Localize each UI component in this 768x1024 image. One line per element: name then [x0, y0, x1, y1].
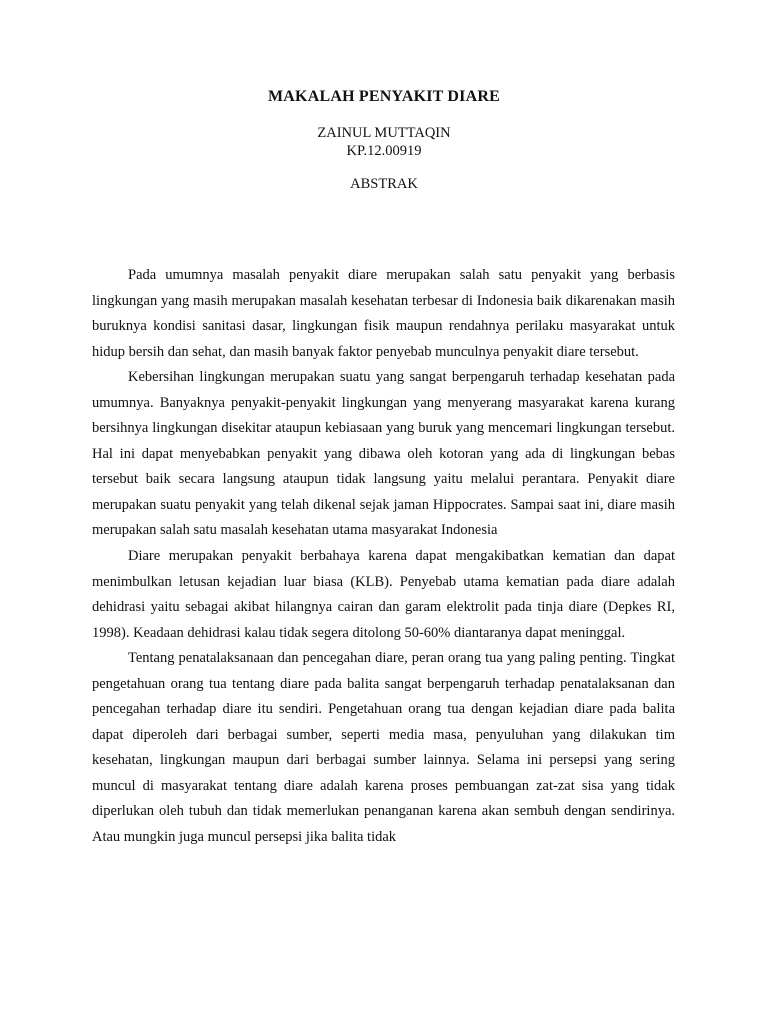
paragraph-4: Tentang penatalaksanaan dan pencegahan diare, peran orang tua yang paling penting. Tingkat pengetahuan orang tua tentang diare pada balita sangat berpengaruh terhadap penatalaksanan dan pencegahan terhadap diare itu sendiri. Pengetahuan orang tua dengan kejadian diare pada balita dapat diperoleh dari berbagai sumber, seperti media masa, penyuluhan yang dilakukan tim kesehatan, lingkungan maupun dari berbagai sumber lainnya. Selama ini persepsi yang sering muncul di masyarakat tentang diare adalah karena proses pembuangan zat-zat sisa yang tidak diperlukan oleh tubuh dan tidak memerlukan penanganan karena akan sembuh dengan sendirinya. Atau mungkin juga muncul persepsi jika balita tidak: [92, 650, 675, 846]
author-name: ZAINUL MUTTAQIN: [317, 125, 451, 141]
abstract-body: [92, 263, 675, 851]
section-heading-abstract: ABSTRAK: [350, 176, 418, 192]
author-id: KP.12.00919: [346, 143, 422, 159]
paragraph-1: Pada umumnya masalah penyakit diare merupakan salah satu penyakit yang berbasis lingkungan yang masih merupakan masalah kesehatan terbesar di Indonesia baik dikarenakan masih buruknya kondisi sanitasi dasar, lingkungan fisik maupun rendahnya perilaku masyarakat untuk hidup bersih dan sehat, dan masih banyak faktor penyebab munculnya penyakit diare tersebut.: [92, 267, 675, 360]
paragraph-2: Kebersihan lingkungan merupakan suatu yang sangat berpengaruh terhadap kesehatan pada umumnya. Banyaknya penyakit-penyakit lingkungan yang menyerang masyarakat karena kurang bersihnya lingkungan disekitar ataupun kebiasaan yang buruk yang mencemari lingkungan tersebut. Hal ini dapat menyebabkan penyakit yang dibawa oleh kotoran yang ada di lingkungan bebas tersebut baik secara langsung ataupun tidak langsung yaitu melalui perantara. Penyakit diare merupakan suatu penyakit yang telah dikenal sejak jaman Hippocrates. Sampai saat ini, diare masih merupakan salah satu masalah kesehatan utama masyarakat Indonesia: [92, 369, 675, 539]
author-block: [0, 124, 768, 160]
paragraph-3: Diare merupakan penyakit berbahaya karena dapat mengakibatkan kematian dan dapat menimbulkan letusan kejadian luar biasa (KLB). Penyebab utama kematian pada diare adalah dehidrasi yaitu sebagai akibat hilangnya cairan dan garam elektrolit pada tinja diare (Depkes RI, 1998). Keadaan dehidrasi kalau tidak segera ditolong 50-60% diantaranya dapat meninggal.: [92, 548, 675, 641]
document-title: MAKALAH PENYAKIT DIARE: [268, 88, 500, 105]
